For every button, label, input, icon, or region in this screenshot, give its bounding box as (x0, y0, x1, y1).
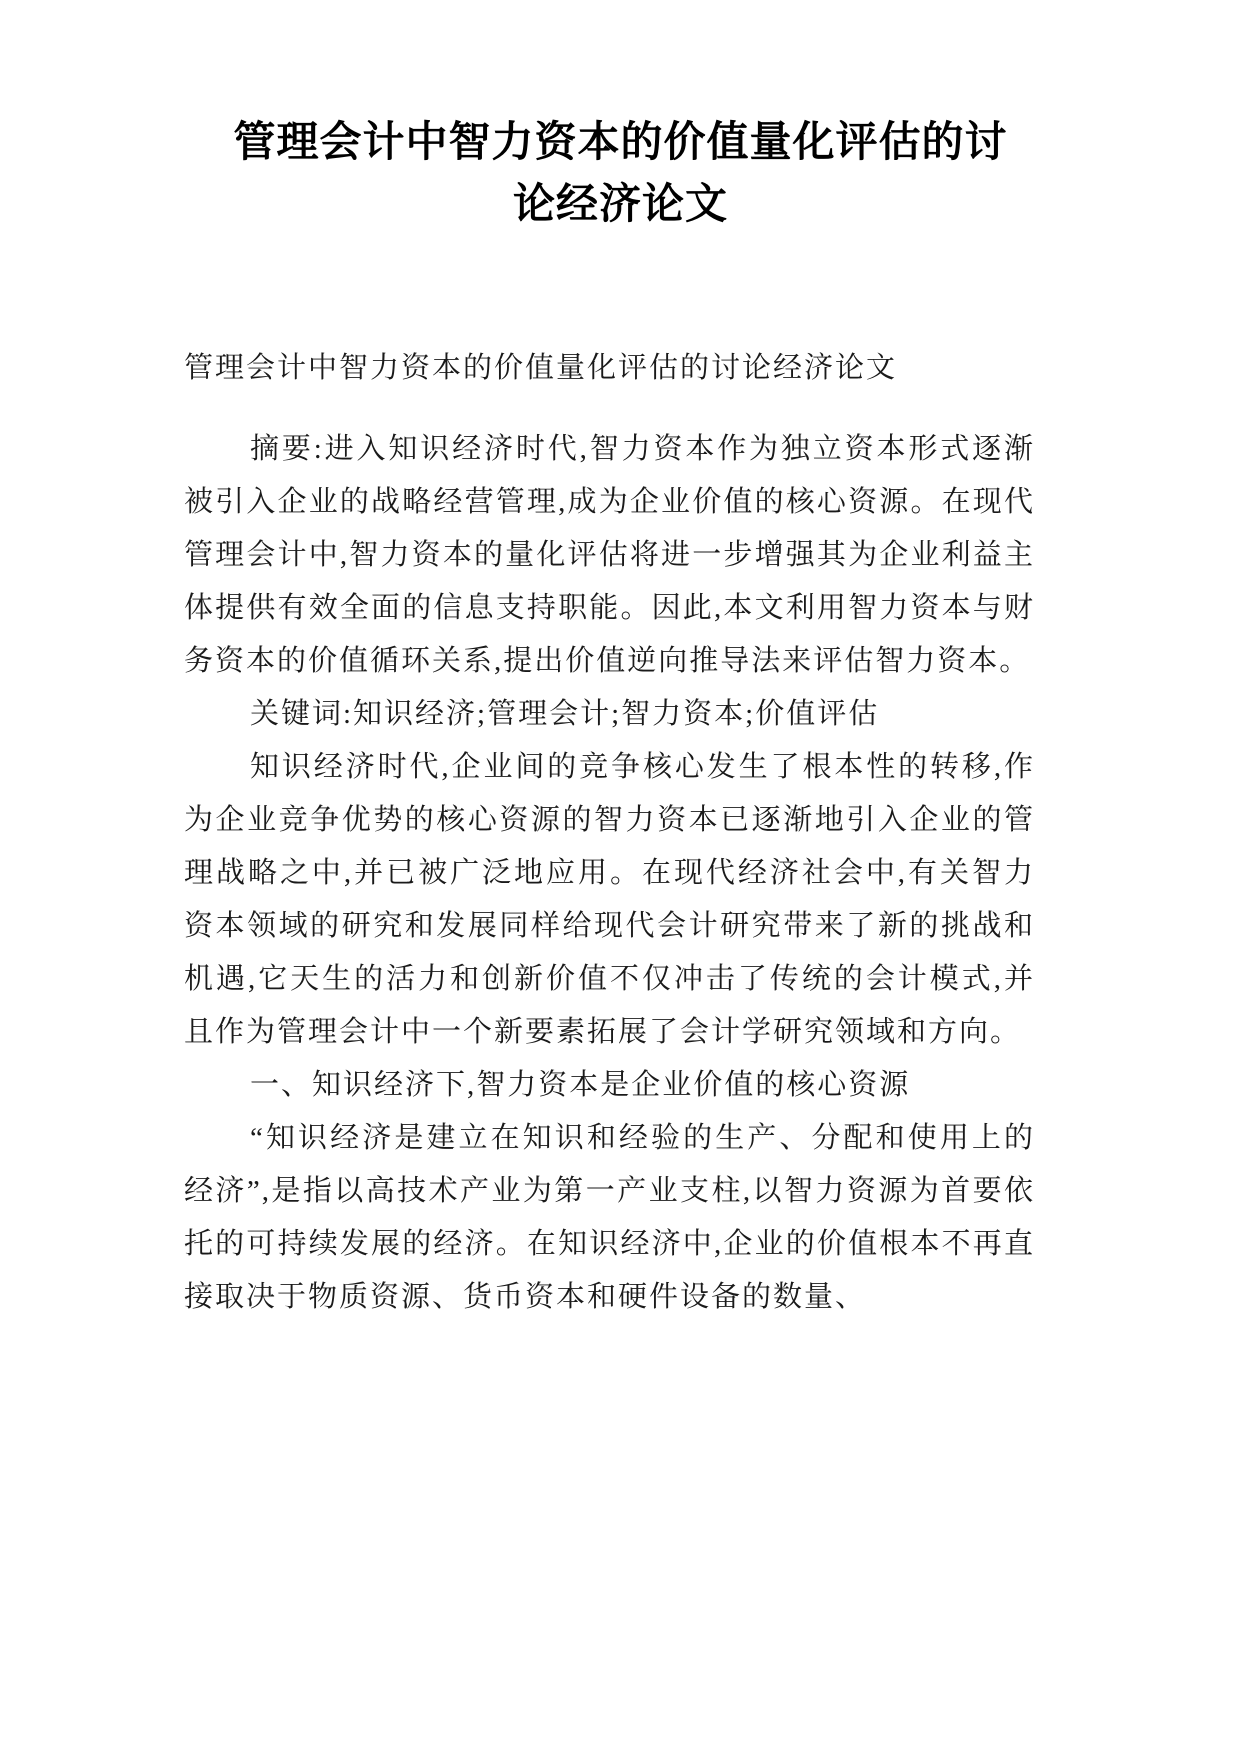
document-title (60, 112, 1181, 236)
document-body (184, 342, 1035, 1324)
document-title-line-1: 管理会计中智力资本的价值量化评估的讨 (233, 120, 1008, 166)
abstract-paragraph: 摘要:进入知识经济时代,智力资本作为独立资本形式逐渐被引入企业的战略经营管理,成为企业价值的核心资源。在现代管理会计中,智力资本的量化评估将进一步增强其为企业利益主体提供有效全面的信息支持职能。因此,本文利用智力资本与财务资本的价值循环关系,提出价值逆向推导法来评估智力资本。 (184, 433, 1035, 677)
section-heading-1: 一、知识经济下,智力资本是企业价值的核心资源 (250, 1069, 911, 1101)
keywords-paragraph: 关键词:知识经济;管理会计;智力资本;价值评估 (250, 698, 880, 730)
introduction-paragraph: 知识经济时代,企业间的竞争核心发生了根本性的转移,作为企业竞争优势的核心资源的智力资本已逐渐地引入企业的管理战略之中,并已被广泛地应用。在现代经济社会中,有关智力资本领域的研究和发展同样给现代会计研究带来了新的挑战和机遇,它天生的活力和创新价值不仅冲击了传统的会计模式,并且作为管理会计中一个新要素拓展了会计学研究领域和方向。 (184, 751, 1035, 1048)
section-1-paragraph: “知识经济是建立在知识和经验的生产、分配和使用上的经济”,是指以高技术产业为第一产业支柱,以智力资源为首要依托的可持续发展的经济。在知识经济中,企业的价值根本不再直接取决于物质资源、货币资本和硬件设备的数量、 (184, 1122, 1035, 1313)
document-title-line-2: 论经济论文 (512, 182, 728, 228)
document-subtitle: 管理会计中智力资本的价值量化评估的讨论经济论文 (184, 352, 898, 384)
